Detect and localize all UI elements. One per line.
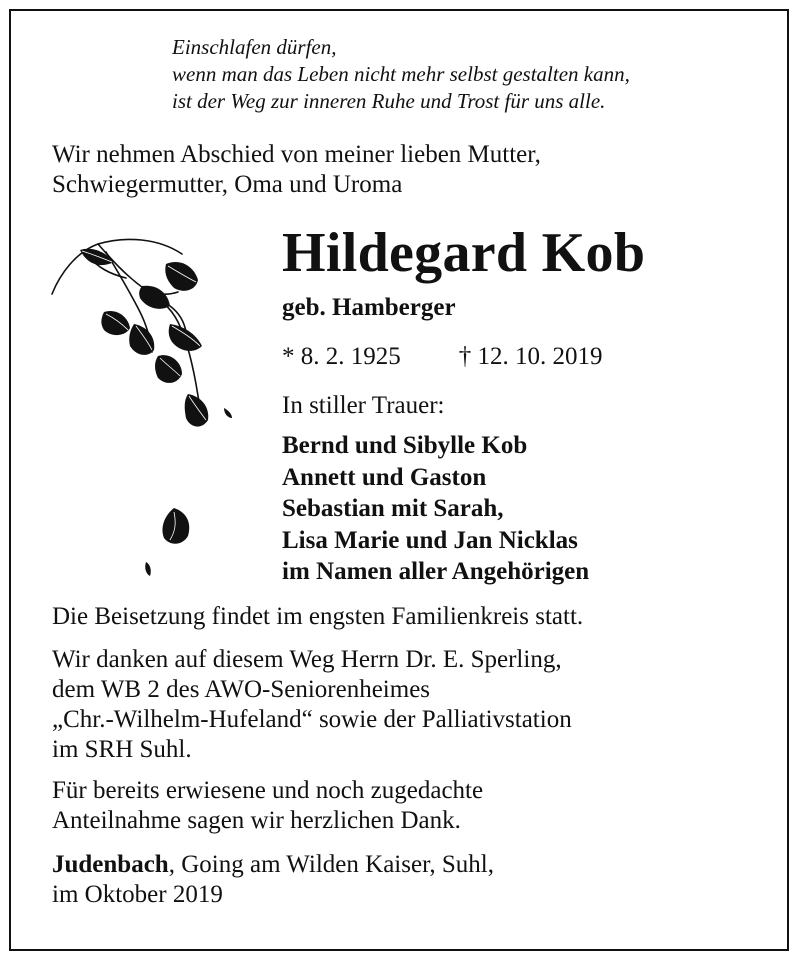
other-places: , Going am Wilden Kaiser, Suhl, bbox=[168, 851, 494, 878]
thanks-line: Wir danken auf diesem Weg Herrn Dr. E. Sperling, bbox=[52, 646, 562, 673]
poem bbox=[172, 34, 630, 115]
place-line bbox=[52, 850, 494, 880]
leaf bbox=[129, 324, 154, 355]
leaf bbox=[162, 508, 189, 544]
mourner: Sebastian mit Sarah, bbox=[282, 495, 504, 523]
gratitude-line: Für bereits erwiesene und noch zugedachte bbox=[52, 777, 484, 804]
leaf bbox=[155, 355, 182, 383]
maiden-name: geb. Hamberger bbox=[282, 294, 456, 321]
thanks-line: dem WB 2 des AWO-Seniorenheimes bbox=[52, 676, 431, 703]
intro-line: Schwiegermutter, Oma und Uroma bbox=[52, 171, 403, 198]
mourning-label: In stiller Trauer: bbox=[282, 392, 445, 419]
gratitude-paragraph bbox=[52, 776, 483, 836]
place-and-date bbox=[52, 850, 494, 910]
leaf bbox=[185, 394, 209, 427]
leaf bbox=[139, 286, 170, 309]
poem-line: wenn man das Leben nicht mehr selbst gestalten kann, bbox=[172, 62, 630, 86]
mourners-list bbox=[282, 430, 589, 588]
mourner: im Namen aller Angehörigen bbox=[282, 558, 590, 586]
poem-line: ist der Weg zur inneren Ruhe und Trost für uns alle. bbox=[172, 89, 606, 113]
mourner: Annett und Gaston bbox=[282, 463, 487, 491]
intro-line: Wir nehmen Abschied von meiner lieben Mutter, bbox=[52, 141, 541, 168]
date-line: im Oktober 2019 bbox=[52, 881, 223, 908]
leaf bbox=[145, 562, 151, 576]
life-dates bbox=[282, 341, 603, 373]
thanks-paragraph bbox=[52, 645, 572, 765]
death-date: † 12. 10. 2019 bbox=[458, 343, 603, 370]
poem-line: Einschlafen dürfen, bbox=[172, 35, 337, 59]
farewell-intro bbox=[52, 140, 541, 200]
burial-note: Die Beisetzung findet im engsten Familienkreis statt. bbox=[52, 603, 584, 630]
thanks-line: „Chr.-Wilhelm-Hufeland“ sowie der Palliativstation bbox=[52, 706, 572, 733]
deceased-name: Hildegard Kob bbox=[282, 222, 646, 284]
leaf bbox=[80, 249, 114, 265]
leaf bbox=[224, 408, 232, 418]
leaf bbox=[101, 311, 130, 335]
gratitude-line: Anteilnahme sagen wir herzlichen Dank. bbox=[52, 807, 461, 834]
thanks-line: im SRH Suhl. bbox=[52, 736, 192, 763]
birth-date: * 8. 2. 1925 bbox=[282, 343, 401, 370]
birch-branch-illustration bbox=[46, 232, 246, 582]
mourner: Lisa Marie und Jan Nicklas bbox=[282, 526, 578, 554]
leaf bbox=[165, 262, 198, 291]
mourner: Bernd und Sibylle Kob bbox=[282, 432, 528, 459]
town-name: Judenbach bbox=[52, 851, 169, 878]
